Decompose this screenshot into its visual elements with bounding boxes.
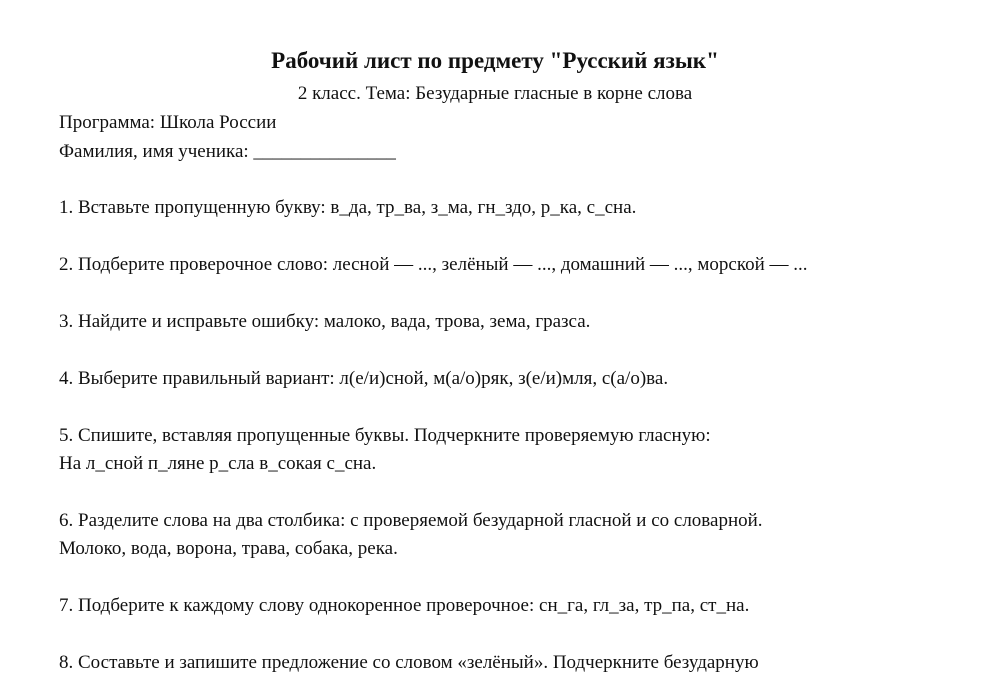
task-8: 8. Составьте и запишите предложение со словом «зелёный». Подчеркните безударную [59, 652, 759, 673]
task-4: 4. Выберите правильный вариант: л(е/и)сной, м(а/о)ряк, з(е/и)мля, с(а/о)ва. [59, 368, 669, 389]
task-6-words: Молоко, вода, ворона, трава, собака, река. [59, 538, 398, 559]
task-3: 3. Найдите и исправьте ошибку: малоко, вада, трова, зема, гразса. [59, 311, 591, 332]
task-5: 5. Спишите, вставляя пропущенные буквы. Подчеркните проверяемую гласную: [59, 425, 711, 446]
worksheet-subtitle: 2 класс. Тема: Безударные гласные в корне слова [297, 83, 693, 104]
task-5-sentence: На л_сной п_ляне р_сла в_сокая с_сна. [59, 453, 377, 474]
task-7: 7. Подберите к каждому слову однокоренное проверочное: сн_га, гл_за, тр_па, ст_на. [59, 595, 750, 616]
task-2: 2. Подберите проверочное слово: лесной — ..., зелёный — ..., домашний — ..., морской — ... [59, 254, 808, 275]
task-1: 1. Вставьте пропущенную букву: в_да, тр_ва, з_ма, гн_здо, р_ка, с_сна. [59, 197, 637, 218]
program-line: Программа: Школа России [59, 112, 277, 133]
student-name-line: Фамилия, имя ученика: _______________ [59, 141, 396, 162]
worksheet-title: Рабочий лист по предмету "Русский язык" [271, 48, 719, 73]
task-6: 6. Разделите слова на два столбика: с проверяемой безударной гласной и со словарной. [59, 510, 763, 531]
